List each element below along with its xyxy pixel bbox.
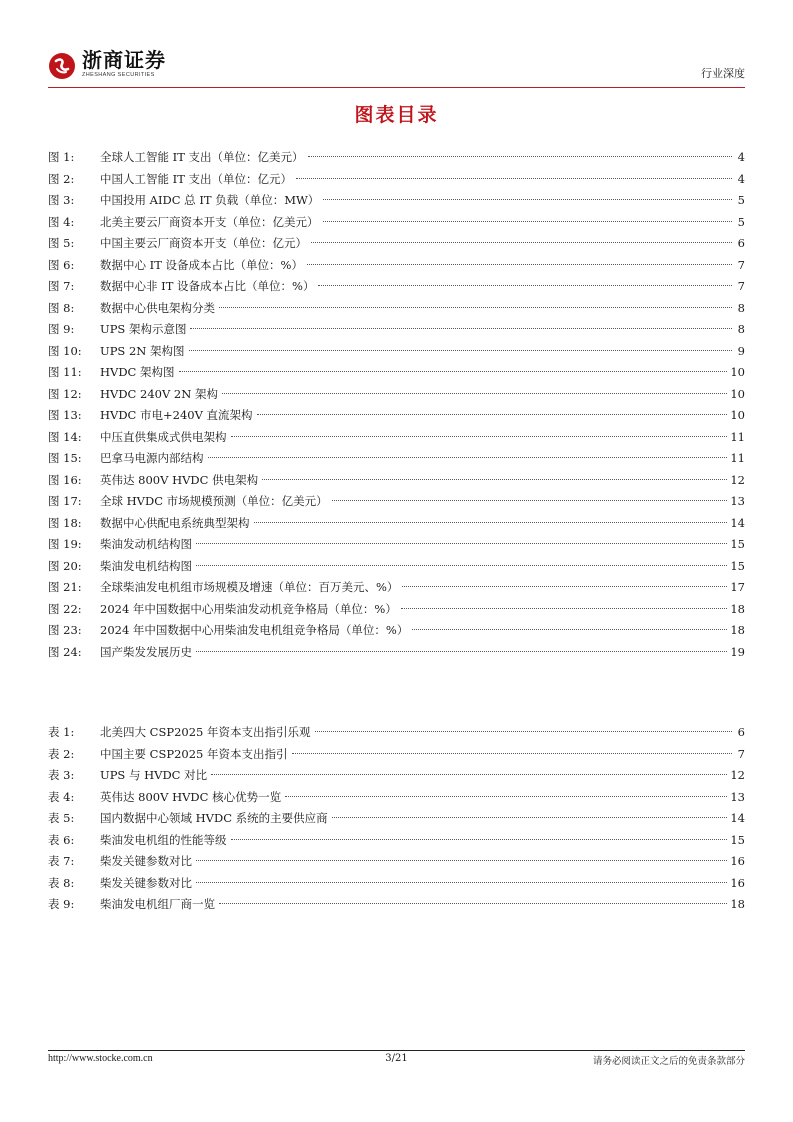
dot-leader xyxy=(307,264,732,265)
dot-leader xyxy=(208,457,728,458)
toc-entry-caption: 2024 年中国数据中心用柴油发电机组竞争格局（单位：%） xyxy=(100,623,409,637)
toc-entry-caption: 2024 年中国数据中心用柴油发动机竞争格局（单位：%） xyxy=(100,601,397,616)
dot-leader xyxy=(231,839,728,840)
toc-entry-page: 11 xyxy=(730,429,745,444)
dot-leader xyxy=(332,817,728,818)
dot-leader xyxy=(308,156,732,157)
toc-entry[interactable] xyxy=(48,556,745,578)
toc-entry-caption: 英伟达 800V HVDC 供电架构 xyxy=(100,472,259,487)
toc-entry-page: 16 xyxy=(730,875,745,890)
toc-entry-caption: HVDC 240V 2N 架构 xyxy=(100,386,218,401)
dot-leader xyxy=(196,565,727,566)
website-link[interactable]: http://www.stocke.com.cn xyxy=(48,1053,153,1064)
toc-entry[interactable] xyxy=(48,212,745,234)
toc-entry[interactable] xyxy=(48,787,745,809)
toc-entry[interactable] xyxy=(48,851,745,873)
toc-entry[interactable] xyxy=(48,190,745,212)
toc-entry-page: 18 xyxy=(730,601,745,616)
toc-entry-caption: HVDC 架构图 xyxy=(100,365,175,379)
toc-entry-page: 9 xyxy=(737,343,745,358)
zheshang-logo-icon xyxy=(48,52,76,80)
toc-entry[interactable] xyxy=(48,276,745,298)
toc-entry[interactable] xyxy=(48,384,745,406)
toc-entry-page: 6 xyxy=(737,236,745,250)
toc-entry[interactable] xyxy=(48,873,745,895)
toc-entry-caption: 中国主要 CSP2025 年资本支出指引 xyxy=(100,746,288,761)
dot-leader xyxy=(222,393,727,394)
toc-entry-label: 表 1: xyxy=(48,725,75,739)
toc-entry-label: 表 3: xyxy=(48,768,75,782)
toc-entry-page: 17 xyxy=(730,580,745,594)
toc-entry[interactable] xyxy=(48,341,745,363)
toc-entry-page: 12 xyxy=(730,472,745,487)
toc-entry-caption: 国内数据中心领域 HVDC 系统的主要供应商 xyxy=(100,811,328,825)
toc-entry-caption: 柴油发电机结构图 xyxy=(100,558,192,573)
toc-entry[interactable] xyxy=(48,405,745,427)
toc-entry[interactable] xyxy=(48,470,745,492)
toc-entry-caption: 柴发关键参数对比 xyxy=(100,875,192,890)
dot-leader xyxy=(257,414,728,415)
toc-entry-label: 图 9: xyxy=(48,322,75,336)
toc-entry-caption: 巴拿马电源内部结构 xyxy=(100,451,204,465)
dot-leader xyxy=(292,753,733,754)
dot-leader xyxy=(318,285,732,286)
toc-entry-label: 表 2: xyxy=(48,746,75,761)
toc-entry[interactable] xyxy=(48,894,745,916)
toc-entry-label: 图 5: xyxy=(48,236,75,250)
company-logo xyxy=(48,48,166,88)
toc-entry-page: 14 xyxy=(730,811,745,825)
dot-leader xyxy=(179,371,728,372)
toc-entry-caption: 柴发关键参数对比 xyxy=(100,854,192,868)
toc-entry-caption: 中国投用 AIDC 总 IT 负载（单位：MW） xyxy=(100,193,320,207)
toc-entry-caption: 数据中心供配电系统典型架构 xyxy=(100,515,250,530)
toc-entry-label: 图 23: xyxy=(48,623,82,637)
toc-entry-label: 图 3: xyxy=(48,193,75,207)
dot-leader xyxy=(196,860,727,861)
toc-entry-page: 4 xyxy=(737,150,745,164)
dot-leader xyxy=(262,479,727,480)
toc-entry[interactable] xyxy=(48,255,745,277)
toc-entry[interactable] xyxy=(48,620,745,642)
toc-entry-page: 18 xyxy=(730,897,745,911)
toc-entry-page: 14 xyxy=(730,515,745,530)
toc-entry-label: 图 16: xyxy=(48,472,82,487)
toc-entry-page: 11 xyxy=(730,451,745,465)
toc-entry-label: 图 24: xyxy=(48,644,82,659)
toc-entry-label: 表 8: xyxy=(48,875,75,890)
dot-leader xyxy=(219,903,727,904)
toc-entry-label: 表 7: xyxy=(48,854,75,868)
dot-leader xyxy=(219,307,732,308)
toc-entry-page: 12 xyxy=(730,768,745,782)
toc-entry-page: 13 xyxy=(730,789,745,804)
dot-leader xyxy=(296,178,732,179)
toc-entry-page: 6 xyxy=(737,725,745,739)
toc-entry[interactable] xyxy=(48,534,745,556)
toc-entry-page: 4 xyxy=(737,171,745,186)
toc-entry-page: 15 xyxy=(730,537,745,551)
footer-divider xyxy=(48,1050,745,1051)
toc-entry-page: 8 xyxy=(737,322,745,336)
disclaimer-text: 请务必阅读正文之后的免责条款部分 xyxy=(592,1056,745,1067)
dot-leader xyxy=(190,328,732,329)
toc-entry-label: 图 19: xyxy=(48,537,82,551)
toc-entry-label: 表 9: xyxy=(48,897,75,911)
toc-entry-page: 7 xyxy=(737,279,745,293)
toc-entry-caption: 北美主要云厂商资本开支（单位：亿美元） xyxy=(100,214,319,229)
dot-leader xyxy=(211,774,727,775)
toc-entry-label: 图 10: xyxy=(48,343,82,358)
toc-entry[interactable] xyxy=(48,808,745,830)
dot-leader xyxy=(401,608,728,609)
toc-entry-label: 图 7: xyxy=(48,279,75,293)
toc-entry-label: 图 2: xyxy=(48,171,75,186)
toc-entry-caption: HVDC 市电+240V 直流架构 xyxy=(100,408,253,422)
dot-leader xyxy=(231,436,728,437)
toc-entry-label: 图 22: xyxy=(48,601,82,616)
toc-entry[interactable] xyxy=(48,599,745,621)
toc-entry-label: 图 18: xyxy=(48,515,82,530)
toc-entry-page: 15 xyxy=(730,832,745,847)
toc-entry-page: 10 xyxy=(730,386,745,401)
toc-entry-label: 表 4: xyxy=(48,789,75,804)
toc-entry[interactable] xyxy=(48,233,745,255)
toc-entry[interactable] xyxy=(48,722,745,744)
toc-entry[interactable] xyxy=(48,298,745,320)
dot-leader xyxy=(254,522,728,523)
toc-entry-label: 图 6: xyxy=(48,257,75,272)
toc-entry-caption: 数据中心非 IT 设备成本占比（单位：%） xyxy=(100,279,315,293)
toc-entry-page: 8 xyxy=(737,300,745,315)
dot-leader xyxy=(285,796,727,797)
toc-entry-page: 7 xyxy=(737,746,745,761)
toc-entry-label: 图 11: xyxy=(48,365,82,379)
toc-entry[interactable] xyxy=(48,362,745,384)
toc-entry-caption: 柴油发电机组的性能等级 xyxy=(100,832,227,847)
toc-entry-caption: UPS 2N 架构图 xyxy=(100,343,185,358)
dot-leader xyxy=(412,629,727,630)
toc-entry-page: 15 xyxy=(730,558,745,573)
dot-leader xyxy=(332,500,728,501)
toc-entry-label: 图 12: xyxy=(48,386,82,401)
page-footer xyxy=(48,1053,745,1069)
page-header xyxy=(48,48,745,88)
dot-leader xyxy=(323,199,732,200)
toc-entry-label: 图 15: xyxy=(48,451,82,465)
toc-entry-caption: UPS 与 HVDC 对比 xyxy=(100,768,208,782)
toc-entry-page: 7 xyxy=(737,257,745,272)
toc-entry-caption: 柴油发电机组厂商一览 xyxy=(100,897,215,911)
toc-entry-page: 13 xyxy=(730,494,745,508)
toc-entry[interactable] xyxy=(48,169,745,191)
toc-entry-label: 图 8: xyxy=(48,300,75,315)
toc-entry[interactable] xyxy=(48,448,745,470)
toc-entry[interactable] xyxy=(48,427,745,449)
toc-entry-caption: 中压直供集成式供电架构 xyxy=(100,429,227,444)
toc-entry-page: 10 xyxy=(730,408,745,422)
toc-entry-caption: 柴油发动机结构图 xyxy=(100,537,192,551)
dot-leader xyxy=(196,543,727,544)
toc-entry[interactable] xyxy=(48,765,745,787)
dot-leader xyxy=(311,242,732,243)
toc-entry-label: 表 5: xyxy=(48,811,75,825)
toc-entry-page: 18 xyxy=(730,623,745,637)
toc-entry[interactable] xyxy=(48,319,745,341)
table-list xyxy=(48,722,745,916)
toc-entry-page: 5 xyxy=(737,214,745,229)
toc-entry-label: 图 17: xyxy=(48,494,82,508)
dot-leader xyxy=(196,651,727,652)
page-number: 3/21 xyxy=(385,1053,408,1064)
toc-entry[interactable] xyxy=(48,147,745,169)
toc-entry-caption: 全球人工智能 IT 支出（单位：亿美元） xyxy=(100,150,304,164)
brand-name-en: ZHESHANG SECURITIES xyxy=(82,72,155,78)
toc-entry-label: 图 20: xyxy=(48,558,82,573)
toc-entry-label: 图 14: xyxy=(48,429,82,444)
toc-title: 图表目录 xyxy=(354,104,439,126)
dot-leader xyxy=(196,882,727,883)
toc-entry[interactable] xyxy=(48,744,745,766)
dot-leader xyxy=(189,350,733,351)
toc-entry-caption: 国产柴发发展历史 xyxy=(100,644,192,659)
dot-leader xyxy=(323,221,733,222)
dot-leader xyxy=(315,731,733,732)
toc-entry-page: 19 xyxy=(730,644,745,659)
toc-entry-label: 表 6: xyxy=(48,832,75,847)
brand-name-cn: 浙商证券 xyxy=(82,48,166,72)
toc-entry-page: 10 xyxy=(730,365,745,379)
toc-entry-caption: 中国人工智能 IT 支出（单位：亿元） xyxy=(100,171,293,186)
dot-leader xyxy=(402,586,727,587)
toc-entry[interactable] xyxy=(48,491,745,513)
figure-list xyxy=(48,147,745,663)
header-divider xyxy=(48,87,745,88)
toc-entry-label: 图 1: xyxy=(48,150,75,164)
toc-entry[interactable] xyxy=(48,513,745,535)
toc-entry-caption: 英伟达 800V HVDC 核心优势一览 xyxy=(100,789,282,804)
toc-entry-caption: 全球柴油发电机组市场规模及增速（单位：百万美元、%） xyxy=(100,580,399,594)
toc-entry-caption: 数据中心供电架构分类 xyxy=(100,300,215,315)
toc-entry-caption: 全球 HVDC 市场规模预测（单位：亿美元） xyxy=(100,494,328,508)
toc-entry-caption: 北美四大 CSP2025 年资本支出指引乐观 xyxy=(100,725,311,739)
toc-entry-caption: UPS 架构示意图 xyxy=(100,322,187,336)
toc-entry-page: 16 xyxy=(730,854,745,868)
toc-entry[interactable] xyxy=(48,830,745,852)
toc-entry[interactable] xyxy=(48,577,745,599)
toc-entry-page: 5 xyxy=(737,193,745,207)
toc-entry-label: 图 21: xyxy=(48,580,82,594)
toc-entry[interactable] xyxy=(48,642,745,664)
report-type-label: 行业深度 xyxy=(701,67,745,80)
toc-entry-label: 图 13: xyxy=(48,408,82,422)
toc-entry-label: 图 4: xyxy=(48,214,75,229)
toc-entry-caption: 数据中心 IT 设备成本占比（单位：%） xyxy=(100,257,303,272)
toc-entry-caption: 中国主要云厂商资本开支（单位：亿元） xyxy=(100,236,307,250)
